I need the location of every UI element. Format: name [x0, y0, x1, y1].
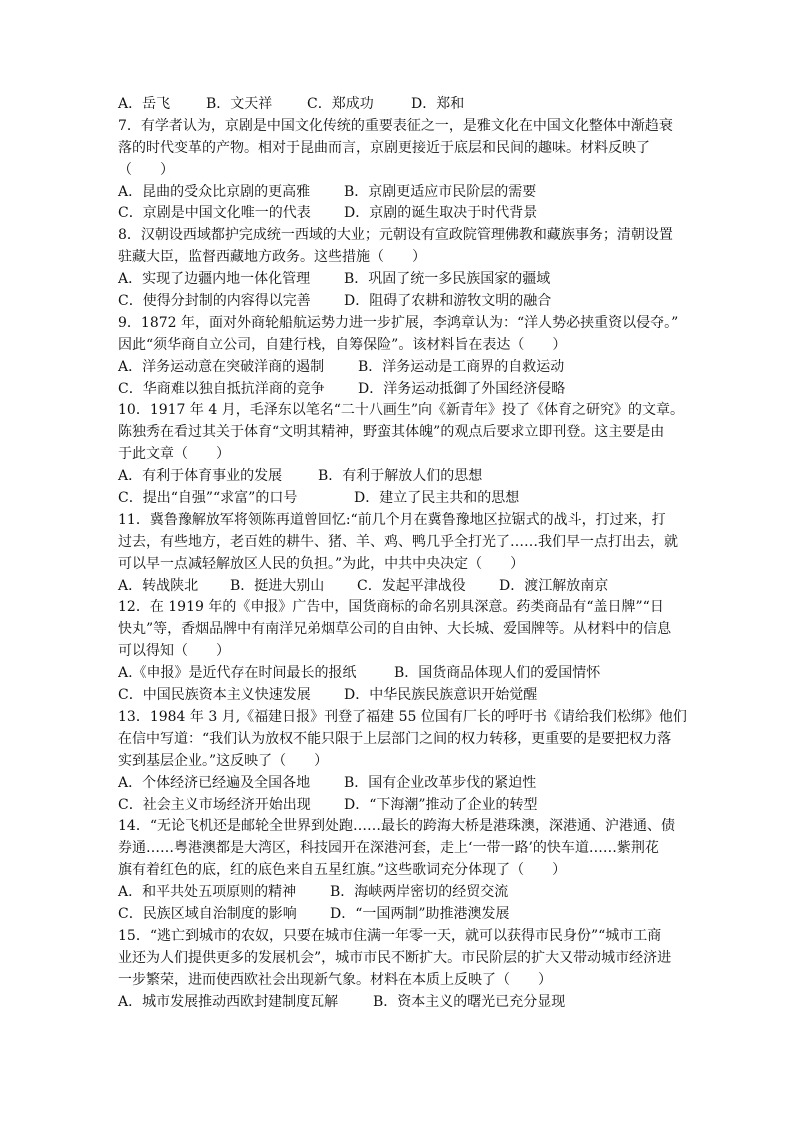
q8-option-a[interactable]: A．实现了边疆内地一体化管理 [118, 271, 311, 288]
q13-option-d[interactable]: D．“下海潮”推动了企业的转型 [344, 796, 538, 813]
q9-option-d[interactable]: D．洋务运动抵御了外国经济侵略 [358, 380, 566, 397]
q11-option-c[interactable]: C．发起平津战役 [357, 577, 466, 594]
q10-option-c[interactable]: C．提出“自强”“求富”的口号 [118, 490, 298, 507]
q8-option-c[interactable]: C．使得分封制的内容得以完善 [118, 293, 311, 310]
q14-options-row-1 [118, 882, 690, 904]
q7-option-b[interactable]: B．京剧更适应市民阶层的需要 [344, 183, 537, 200]
q8-stem-line-1: 8．汉朝设西域都护完成统一西域的大业；元朝设有宣政院管理佛教和藏族事务；清朝设置 [118, 227, 673, 244]
q6-options-row [118, 94, 690, 116]
q13-option-c[interactable]: C．社会主义市场经济开始出现 [118, 796, 311, 813]
q14-option-b[interactable]: B．海峡两岸密切的经贸交流 [330, 884, 509, 901]
q9-options-row-1 [118, 357, 690, 379]
q8-options-row-1 [118, 269, 690, 291]
q15-stem-line-3: 一步繁荣，进而使西欧社会出现新气象。材料在本质上反映了（ ） [118, 971, 552, 988]
q13-stem-line-3: 实到基层企业。”这反映了（ ） [118, 752, 329, 769]
q14-option-d[interactable]: D．“一国两制”助推港澳发展 [330, 905, 510, 922]
q7-stem-line-2: 落的时代变革的产物。相对于昆曲而言，京剧更接近于底层和民间的趣味。材料反映了 [118, 139, 650, 156]
q11-option-a[interactable]: A．转战陕北 [118, 577, 199, 594]
q10-stem-line-3: 于此文章（ ） [118, 446, 230, 463]
q6-option-d[interactable]: D．郑和 [411, 96, 465, 112]
q7-option-c[interactable]: C．京剧是中国文化唯一的代表 [118, 205, 311, 222]
q9-option-a[interactable]: A．洋务运动意在突破洋商的遏制 [118, 358, 325, 375]
q9-stem-line-2: 因此“须华商自立公司，自建行栈，自筹保险”。该材料旨在表达（ ） [118, 336, 567, 353]
q14-options-row-2 [118, 904, 690, 926]
q12-option-b[interactable]: B．国货商品体现人们的爱国情怀 [394, 665, 601, 682]
q9-option-c[interactable]: C．华商难以独自抵抗洋商的竞争 [118, 380, 325, 397]
q13-stem-line-2: 在信中写道：“我们认为放权不能只限于上层部门之间的权力转移，更重要的是要把权力落 [118, 730, 672, 747]
q12-options-row-2 [118, 685, 690, 707]
q12-options-row-1 [118, 663, 690, 685]
q10-option-d[interactable]: D．建立了民主共和的思想 [354, 490, 520, 507]
q6-option-b[interactable]: B．文天祥 [206, 96, 273, 112]
q10-options-row-2 [118, 488, 690, 510]
q13-options-row-2 [118, 795, 690, 817]
q11-stem-line-3: 可以早一点减轻解放区人民的负担。”为此，中共中央决定（ ） [118, 555, 525, 572]
q14-stem-line-2: 券通……粤港澳都是大湾区，科技园开在深港河套，走上‘一带一路’的快车道……紫荆花 [118, 840, 659, 857]
exam-page-content [118, 94, 690, 1013]
q7-options-row-1 [118, 182, 690, 204]
q13-options-row-1 [118, 773, 690, 795]
q14-stem-line-1: 14．“无论飞机还是邮轮全世界到处跑……最长的跨海大桥是港珠澳，深港通、沪港通、债 [118, 818, 675, 835]
q12-option-a[interactable]: A.《申报》是近代存在时间最长的报纸 [118, 665, 357, 682]
q11-option-b[interactable]: B．挺进大别山 [230, 577, 325, 594]
q12-stem-line-2: 快丸”等，香烟品牌中有南洋兄弟烟草公司的自由钟、大长城、爱国牌等。从材料中的信息 [118, 621, 672, 638]
q15-option-b[interactable]: B．资本主义的曙光已充分显现 [373, 993, 566, 1010]
q12-option-c[interactable]: C．中国民族资本主义快速发展 [118, 687, 311, 704]
q7-stem-line-3: （ ） [118, 161, 174, 178]
q11-options-row [118, 576, 690, 598]
q9-options-row-2 [118, 379, 690, 401]
q11-option-d[interactable]: D．渡江解放南京 [499, 577, 609, 594]
q8-option-b[interactable]: B．巩固了统一多民族国家的疆域 [344, 271, 551, 288]
q12-stem-line-3: 可以得知（ ） [118, 643, 230, 660]
q10-options-row-1 [118, 466, 690, 488]
q14-option-c[interactable]: C．民族区域自治制度的影响 [118, 905, 297, 922]
q15-option-a[interactable]: A．城市发展推动西欧封建制度瓦解 [118, 993, 339, 1010]
q15-options-row-1 [118, 992, 690, 1014]
q8-stem-line-2: 驻藏大臣，监督西藏地方政务。这些措施（ ） [118, 249, 426, 266]
q10-stem-line-1: 10．1917 年 4 月，毛泽东以笔名“二十八画生”向《新青年》投了《体育之研究》的文章。 [118, 402, 685, 419]
q11-stem-line-1: 11．冀鲁豫解放军将领陈再道曾回忆:“前几个月在冀鲁豫地区拉锯式的战斗，打过来，打 [118, 511, 666, 528]
q7-stem-line-1: 7．有学者认为，京剧是中国文化传统的重要表征之一，是雅文化在中国文化整体中渐趋衰 [118, 117, 673, 134]
q6-option-c[interactable]: C．郑成功 [307, 96, 374, 112]
q10-option-b[interactable]: B．有利于解放人们的思想 [318, 468, 483, 485]
q10-stem-line-2: 陈独秀在看过其关于体育“文明其精神，野蛮其体魄”的观点后要求立即刊登。这主要是由 [118, 424, 665, 441]
q7-option-a[interactable]: A．昆曲的受众比京剧的更高雅 [118, 183, 311, 200]
q11-stem-line-2: 过去，有些地方，老百姓的耕牛、猪、羊、鸡、鸭几乎全打光了……我们早一点打出去，就 [118, 533, 678, 550]
q12-option-d[interactable]: D．中华民族民族意识开始觉醒 [344, 687, 538, 704]
q6-option-a[interactable]: A．岳飞 [118, 96, 171, 112]
q7-options-row-2 [118, 203, 690, 225]
q10-option-a[interactable]: A．有利于体育事业的发展 [118, 468, 283, 485]
q13-option-b[interactable]: B．国有企业改革步伐的紧迫性 [344, 774, 537, 791]
q14-option-a[interactable]: A．和平共处五项原则的精神 [118, 884, 297, 901]
q8-options-row-2 [118, 291, 690, 313]
q12-stem-line-1: 12．在 1919 年的《申报》广告中，国货商标的命名别具深意。药类商品有“盖日牌”“日 [118, 599, 664, 616]
q13-stem-line-1: 13．1984 年 3 月,《福建日报》刊登了福建 55 位国有厂长的呼吁书《请给我们松绑》他们 [118, 708, 687, 725]
q8-option-d[interactable]: D．阻碍了农耕和游牧文明的融合 [344, 293, 552, 310]
q15-stem-line-2: 业还为人们提供更多的发展机会”，城市市民不断扩大。市民阶层的扩大又带动城市经济进 [118, 949, 672, 966]
q9-option-b[interactable]: B．洋务运动是工商界的自救运动 [358, 358, 565, 375]
q9-stem-line-1: 9．1872 年，面对外商轮船航运势力进一步扩展，李鸿章认为：“洋人势必挟重资以侵夺。” [118, 314, 679, 331]
q13-option-a[interactable]: A．个体经济已经遍及全国各地 [118, 774, 311, 791]
q15-stem-line-1: 15．“逃亡到城市的农奴，只要在城市住满一年零一天，就可以获得市民身份”“城市工商 [118, 927, 662, 944]
q7-option-d[interactable]: D．京剧的诞生取决于时代背景 [344, 205, 538, 222]
q14-stem-line-3: 旗有着红色的底，红的底色来自五星红旗。”这些歌词充分体现了（ ） [118, 862, 567, 879]
